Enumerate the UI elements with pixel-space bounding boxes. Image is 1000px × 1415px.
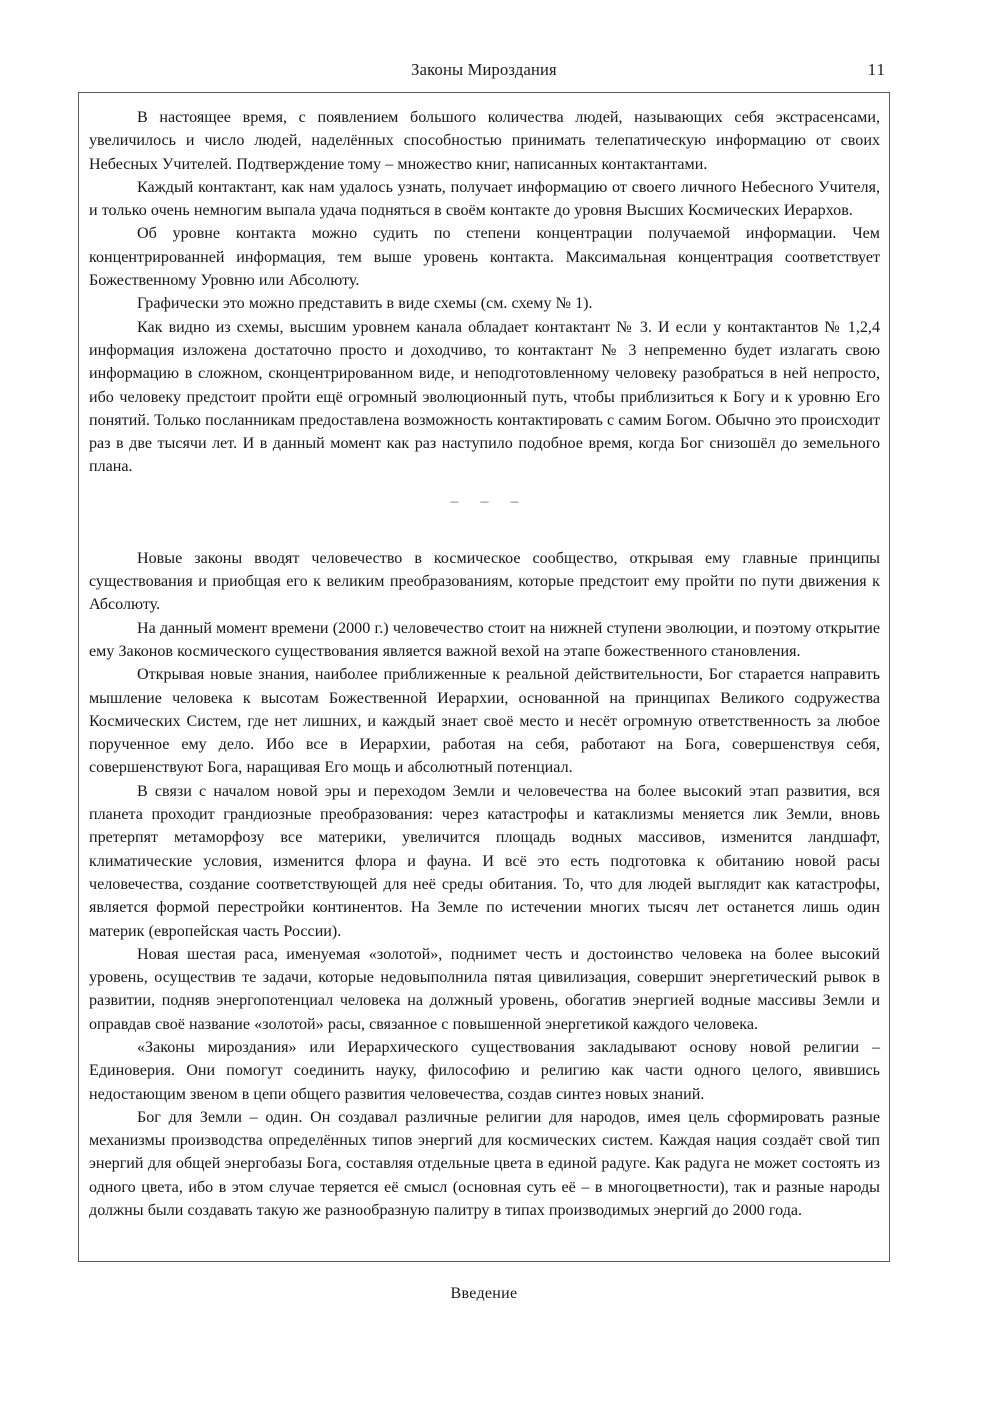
- paragraph: Новая шестая раса, именуемая «золотой», поднимет честь и достоинство человека на более высокий уровень, осуществив те задачи, которые недовыполнила пятая цивилизация, совершит энергетический рывок в развитии, подняв энергопотенциал человека на должный уровень, обогатив энергией водные массивы Земли и оправдав своё название «золотой» расы, связанное с повышенной энергетикой каждого человека.: [89, 945, 880, 1033]
- divider-dash: –: [510, 492, 519, 510]
- paragraph: Открывая новые знания, наиболее приближенные к реальной действительности, Бог старается направить мышление человека к высотам Божественной Иерархии, основанной на принципах Великого содружества Космических Систем, где нет лишних, и каждый знает своё место и несёт огромную ответственность за любое порученное ему дело. Ибо все в Иерархии, работая на себя, работают на Бога, совершенствуя себя, совершенствуют Бога, наращивая Его мощь и абсолютный потенциал.: [89, 666, 880, 777]
- divider-dash: –: [450, 492, 459, 510]
- paragraph: В связи с началом новой эры и переходом Земли и человечества на более высокий этап развития, вся планета проходит грандиозные преобразования: через катастрофы и катаклизмы меняется лик Земли, вновь претерпят метаморфозу все материки, увеличится площадь водных массивов, изменится ландшафт, климатические условия, изменится флора и фауна. И всё это есть подготовка к обитанию новой расы человечества, создание соответствующей для неё среды обитания. То, что для людей выглядит как катастрофы, является формой перестройки континентов. На Земле по истечении многих тысяч лет останется лишь один материк (европейская часть России).: [89, 782, 880, 940]
- paragraph: «Законы мироздания» или Иерархического существования закладывают основу новой религии – Единоверия. Они помогут соединить науку, философию и религию как части одного целого, явившись недостающим звеном в цепи общего развития человечества, создав синтез новых знаний.: [89, 1038, 880, 1103]
- page-number: 11: [867, 60, 886, 79]
- footer-label: Введение: [450, 1285, 518, 1302]
- paragraph: Об уровне контакта можно судить по степени концентрации получаемой информации. Чем концентрированней информация, тем выше уровень контакта. Максимальная концентрация соответствует Божественному Уровню или Абсолюту.: [89, 225, 880, 290]
- text-frame: [78, 92, 890, 1262]
- page-footer: [78, 1285, 890, 1303]
- divider-spacer: [89, 525, 880, 547]
- paragraph: Новые законы вводят человечество в космическое сообщество, открывая ему главные принципы существования и приобщая его к великим преобразованиям, которые предстоит ему пройти по пути движения к Абсолюту.: [89, 549, 880, 614]
- section-divider: [89, 479, 880, 525]
- paragraph: Бог для Земли – один. Он создавал различные религии для народов, имея цель сформировать разные механизмы производства определённых типов энергий для космических систем. Каждая нация создаёт свой тип энергий для общей энергобазы Бога, составляя отдельные цвета в единой радуге. Как радуга не может состоять из одного цвета, ибо в этом случае теряется её смысл (основная суть её – в многоцветности), так и разные народы должны были создавать такую же разнообразную палитру в типах производимых энергий до 2000 года.: [89, 1108, 880, 1220]
- paragraph: В настоящее время, с появлением большого количества людей, называющих себя экстрасенсами, увеличилось и число людей, наделённых способностью принимать телепатическую информацию от своих Небесных Учителей. Подтверждение тому – множество книг, написанных контактантами.: [89, 109, 880, 173]
- text-frame-content: [79, 93, 889, 1222]
- paragraph: Каждый контактант, как нам удалось узнать, получает информацию от своего личного Небесного Учителя, и только очень немногим выпала удача подняться в своём контакте до уровня Высших Космических Иерархов.: [89, 178, 880, 220]
- paragraph: Как видно из схемы, высшим уровнем канала обладает контактант № 3. И если у контактантов № 1,2,4 информация изложена достаточно просто и доходчиво, то контактант № 3 непременно будет излагать свою информацию в сложном, сконцентрированном виде, и неподготовленному человеку разобраться в ней непросто, ибо человеку предстоит пройти ещё огромный эволюционный путь, чтобы приблизиться к Богу и к уровню Его понятий. Только посланникам предоставлена возможность контактировать с самим Богом. Обычно это происходит раз в две тысячи лет. И в данный момент как раз наступило подобное время, когда Бог снизошёл до земельного плана.: [89, 318, 880, 476]
- paragraph: На данный момент времени (2000 г.) человечество стоит на нижней ступени эволюции, и поэтому открытие ему Законов космического существования является важной вехой на этапе божественного становления.: [89, 619, 880, 660]
- running-head: [78, 57, 890, 83]
- divider-dash: –: [480, 492, 489, 510]
- paragraph: Графически это можно представить в виде схемы (см. схему № 1).: [137, 295, 593, 313]
- running-head-title: Законы Мироздания: [411, 60, 557, 79]
